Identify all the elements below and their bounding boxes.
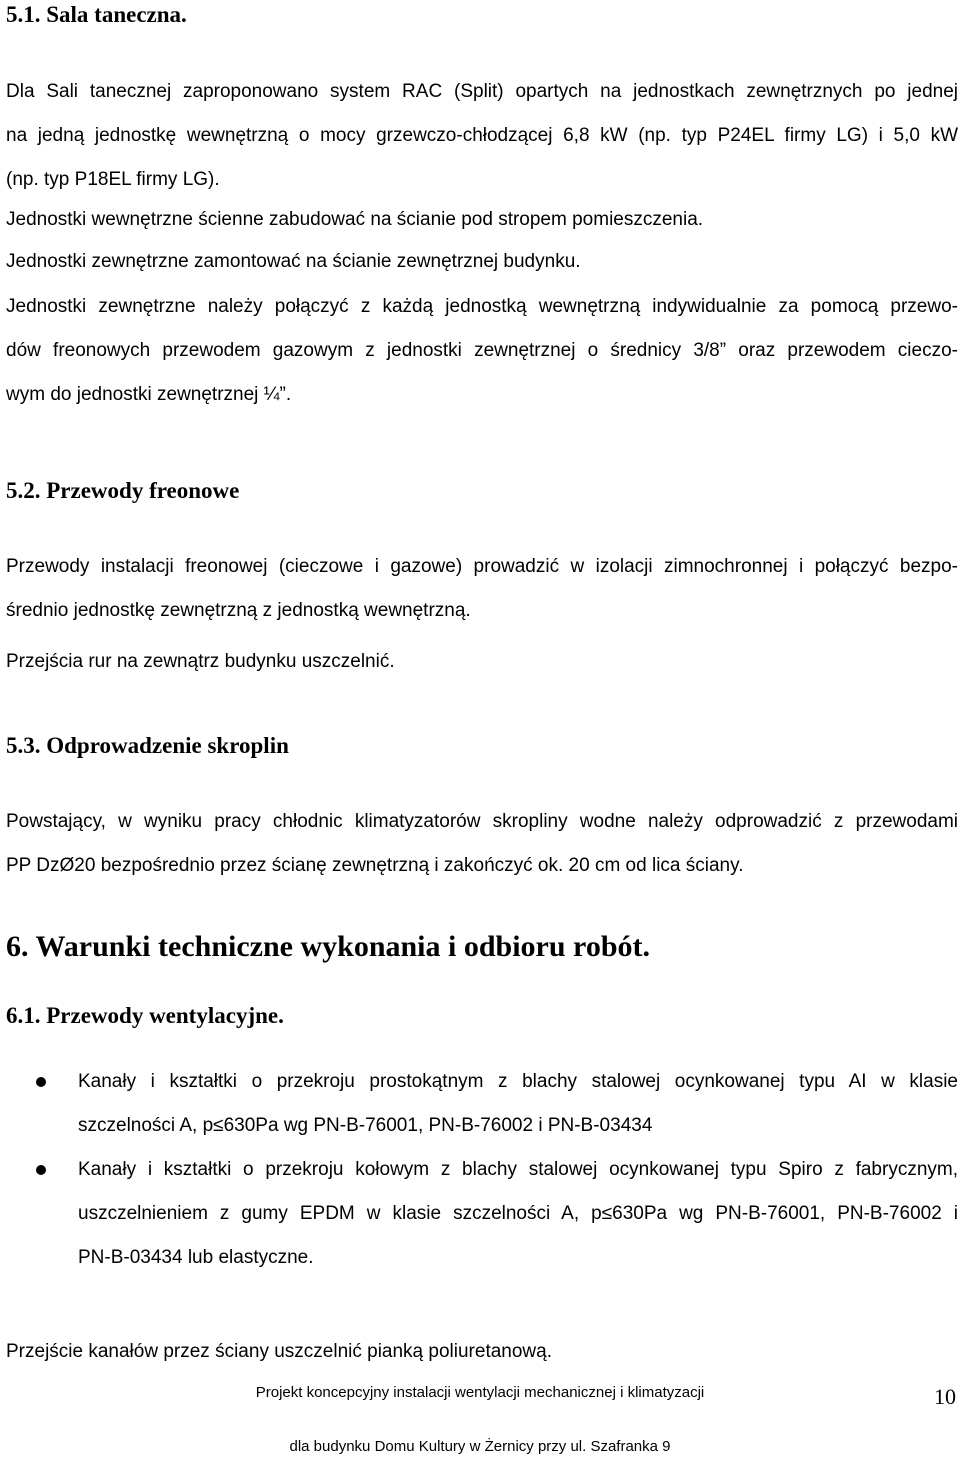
bullet-icon — [36, 1165, 46, 1175]
heading-5-2: 5.2. Przewody freonowe — [6, 478, 240, 503]
paragraph-freon-pipes — [6, 545, 958, 633]
text-line: (np. typ P18EL firmy LG). — [6, 169, 220, 190]
footer-building-address: dla budynku Domu Kultury w Żernicy przy ul. Szafranka 9 — [289, 1438, 671, 1455]
heading-6: 6. Warunki techniczne wykonania i odbioru robót. — [6, 930, 651, 963]
text-line: PP DzØ20 bezpośrednio przez ścianę zewnętrzną i zakończyć ok. 20 cm od lica ściany. — [6, 855, 744, 876]
text-line: Przejścia rur na zewnątrz budynku uszczelnić. — [6, 651, 395, 672]
text-line: średnio jednostkę zewnętrzną z jednostką wewnętrzną. — [6, 600, 471, 621]
page-number: 10 — [934, 1384, 956, 1409]
paragraph-connections — [6, 285, 958, 417]
paragraph-indoor-units — [6, 198, 958, 242]
text-line: Kanały i kształtki o przekroju kołowym z blachy stalowej ocynkowanej typu Spiro z fabrycznym, — [78, 1159, 958, 1180]
list-item — [36, 1060, 958, 1148]
heading-5-1: 5.1. Sala taneczna. — [6, 2, 187, 27]
text-line: Jednostki wewnętrzne ścienne zabudować na ścianie pod stropem pomieszczenia. — [6, 209, 704, 230]
text-line: Jednostki zewnętrzne należy połączyć z każdą jednostką wewnętrzną indywidualnie za pomocą przewo- — [6, 296, 958, 317]
heading-5-3: 5.3. Odprowadzenie skroplin — [6, 733, 289, 758]
text-line: szczelności A, p≤630Pa wg PN-B-76001, PN-B-76002 i PN-B-03434 — [78, 1115, 653, 1136]
text-line: na jedną jednostkę wewnętrzną o mocy grzewczo-chłodzącej 6,8 kW (np. typ P24EL firmy LG) i 5,0 kW — [6, 125, 958, 146]
text-line: Przejście kanałów przez ściany uszczelnić pianką poliuretanową. — [6, 1341, 552, 1362]
paragraph-outdoor-units — [6, 240, 958, 284]
paragraph-system-rac — [6, 70, 958, 202]
text-line: PN-B-03434 lub elastyczne. — [78, 1247, 314, 1268]
paragraph-condensate — [6, 800, 958, 888]
paragraph-duct-sealing — [6, 1330, 958, 1374]
text-line: Dla Sali tanecznej zaproponowano system RAC (Split) opartych na jednostkach zewnętrznych po jednej — [6, 81, 958, 102]
paragraph-pipe-passages — [6, 640, 958, 684]
list-item — [36, 1148, 958, 1280]
text-line: uszczelnieniem z gumy EPDM w klasie szczelności A, p≤630Pa wg PN-B-76001, PN-B-76002 i — [78, 1203, 958, 1224]
heading-6-1: 6.1. Przewody wentylacyjne. — [6, 1003, 284, 1028]
text-line: dów freonowych przewodem gazowym z jednostki zewnętrznej o średnicy 3/8” oraz przewodem cieczo- — [6, 340, 958, 361]
text-line: Jednostki zewnętrzne zamontować na ścianie zewnętrznej budynku. — [6, 251, 581, 272]
text-line: Kanały i kształtki o przekroju prostokątnym z blachy stalowej ocynkowanej typu AI w klasie — [78, 1071, 958, 1092]
bullet-icon — [36, 1077, 46, 1087]
text-line: Przewody instalacji freonowej (cieczowe i gazowe) prowadzić w izolacji zimnochronnej i połączyć bezpo- — [6, 556, 958, 577]
ducts-bullet-list — [36, 1060, 958, 1280]
text-line: Powstający, w wyniku pracy chłodnic klimatyzatorów skropliny wodne należy odprowadzić z przewodami — [6, 811, 958, 832]
text-line: wym do jednostki zewnętrznej ¼”. — [6, 384, 292, 405]
footer-project-title: Projekt koncepcyjny instalacji wentylacji mechanicznej i klimatyzacji — [255, 1384, 705, 1401]
